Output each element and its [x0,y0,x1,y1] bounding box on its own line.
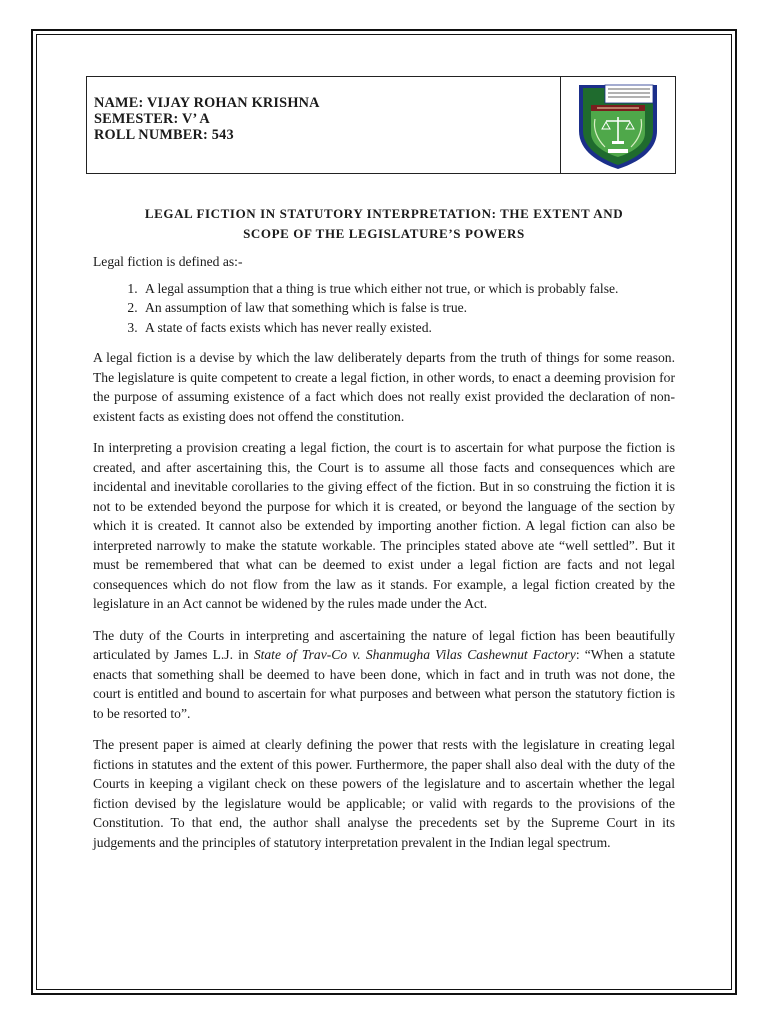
paper-title-line-2: SCOPE OF THE LEGISLATURE’S POWERS [243,226,525,241]
definition-item: 1. A legal assumption that a thing is true which either not true, or which is probably false. [141,279,675,299]
paragraph-aim-of-paper: The present paper is aimed at clearly defining the power that rests with the legislature in creating legal fictions in statutes and the extent of this power. Furthermore, the paper shall also deal with the duty of the Courts in keeping a vigilant check on these powers of the legislature and to ascertain whether the legal fiction devised by the legislature would be applicable; or valid with regards to the provisions of the Constitution. To that end, the author shall analyse the precedents set by the Supreme Court in its judgements and the principles of statutory interpretation prevalent in the Indian legal spectrum. [93,737,675,850]
case-citation: State of Trav-Co v. Shanmugha Vilas Cashewnut Factory [253,647,576,662]
definition-item: 3. A state of facts exists which has never really existed. [141,318,675,338]
student-roll-number: ROLL NUMBER: 543 [94,127,234,143]
student-semester: SEMESTER: V’ A [94,111,210,127]
paragraph-duty-of-courts [93,626,675,724]
paragraph-duty-text-after: : “When a statute enacts that something shall be deemed to have been done, which in fact and in truth was not done, the court is entitled and bound to ascertain for what purposes and between what person the statutory fiction is to be resorted to”. [93,647,676,721]
definition-item: 2. An assumption of law that something which is false is true. [141,298,675,318]
student-details [87,77,561,173]
paragraph-duty-text-before: The duty of the Courts in interpreting and ascertaining the nature of legal fiction has been beautifully articulated by James L.J. in [93,627,675,662]
paper-title [92,204,676,244]
university-crest-icon [575,79,661,171]
paragraph-interpretation: In interpreting a provision creating a legal fiction, the court is to ascertain for what purpose the fiction is created, and after ascertaining this, the Court is to assume all those facts and consequences which are incidental and inevitable corollaries to the giving effect of the fiction. But in so construing the fiction it is not to be extended beyond the purpose for which it is created, or beyond the language of the section by which it is created. It cannot also be extended by importing another fiction. A legal fiction can also be interpreted narrowly to make the statute workable. The principles stated above ate “well settled”. But it must be remembered that what can be deemed to exist under a legal fiction are facts and not legal consequences which do not flow from the law as it stands. For example, a legal fiction created by the legislature in an Act cannot be widened by the rules made under the Act. [93,440,675,611]
definition-intro: Legal fiction is defined as:- [93,254,243,269]
logo-cell [561,77,675,173]
definition-list [93,279,675,338]
document-body [93,252,675,864]
student-name: NAME: VIJAY ROHAN KRISHNA [94,95,320,111]
paragraph-legal-fiction: A legal fiction is a devise by which the law deliberately departs from the truth of things for some reason. The legislature is quite competent to create a legal fiction, in other words, to enact a deeming provision for the purpose of assuming existence of a fact which does not really exist provided the declaration of non-existent facts as existing does not offend the constitution. [93,350,675,424]
student-info-box [86,76,676,174]
paper-title-line-1: LEGAL FICTION IN STATUTORY INTERPRETATION: THE EXTENT AND [144,206,624,221]
